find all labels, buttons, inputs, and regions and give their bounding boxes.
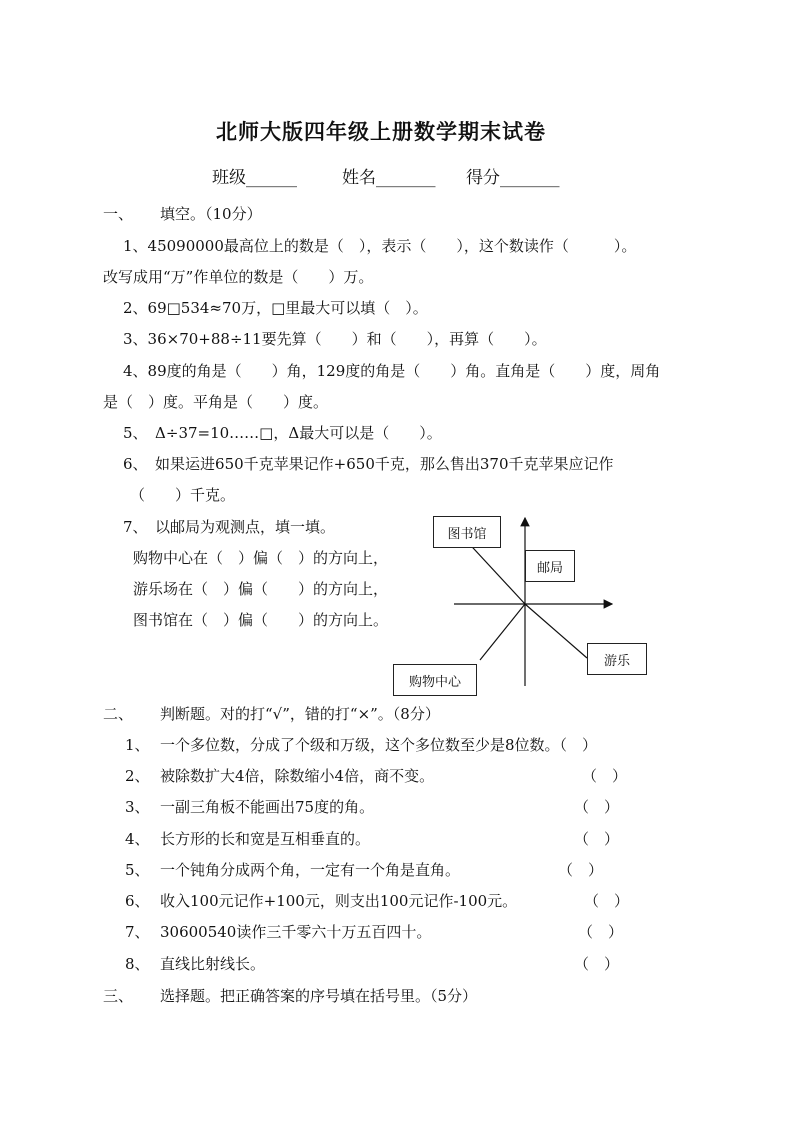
question-4-line2: 是（ ）度。平角是（ ）度。	[103, 393, 329, 411]
judge-item-6-answer[interactable]: （ ）	[584, 892, 630, 910]
judge-item-3-text: 一副三角板不能画出75度的角。	[160, 798, 375, 816]
judge-item-6-text: 收入100元记作+100元，则支出100元记作-100元。	[160, 892, 518, 910]
question-1-line2: 改写成用“万”作单位的数是（ ）万。	[103, 268, 374, 286]
question-3: 3、36×70+88÷11要先算（ ）和（ ），再算（ ）。	[123, 330, 547, 348]
section1-heading: 填空。（10分）	[160, 205, 262, 223]
question-6-line1: 6、 如果运进650千克苹果记作+650千克，那么售出370千克苹果应记作	[123, 455, 614, 473]
post-office-label: 邮局	[525, 550, 575, 582]
judge-item-7-number: 7、	[125, 923, 150, 941]
score-field: 得分_______	[466, 168, 560, 188]
question-7a: 购物中心在（ ）偏（ ）的方向上，	[133, 549, 389, 567]
class-field: 班级______	[212, 168, 297, 188]
question-7: 7、 以邮局为观测点，填一填。	[123, 518, 336, 536]
question-7b: 游乐场在（ ）偏（ ）的方向上，	[133, 580, 389, 598]
judge-item-4-number: 4、	[125, 830, 150, 848]
question-2: 2、69□534≈70万，□里最大可以填（ ）。	[123, 299, 428, 317]
question-5: 5、 Δ÷37=10……□，Δ最大可以是（ ）。	[123, 424, 442, 442]
judge-item-5-number: 5、	[125, 861, 150, 879]
amusement-label: 游乐	[587, 643, 647, 675]
section3-heading: 选择题。把正确答案的序号填在括号里。（5分）	[160, 987, 478, 1005]
name-field: 姓名_______	[342, 168, 436, 188]
judge-item-3-number: 3、	[125, 798, 150, 816]
shopping-ray	[480, 604, 525, 660]
judge-item-7-answer[interactable]: （ ）	[578, 923, 624, 941]
judge-item-7-text: 30600540读作三千零六十万五百四十。	[160, 923, 432, 941]
library-label: 图书馆	[433, 516, 501, 548]
judge-item-2-answer[interactable]: （ ）	[582, 767, 628, 785]
question-4-line1: 4、89度的角是（ ）角，129度的角是（ ）角。直角是（ ）度，周角	[123, 362, 661, 380]
section2-heading: 判断题。对的打“√”，错的打“×”。（8分）	[160, 705, 440, 723]
amusement-ray	[525, 604, 587, 658]
judge-item-2-number: 2、	[125, 767, 150, 785]
question-6-line2: （ ）千克。	[130, 486, 236, 504]
judge-item-3-answer[interactable]: （ ）	[574, 798, 620, 816]
judge-item-1-number: 1、	[125, 736, 150, 754]
judge-item-8-answer[interactable]: （ ）	[574, 955, 620, 973]
judge-item-8-text: 直线比射线长。	[160, 955, 266, 973]
section1-number: 一、	[103, 205, 134, 223]
section2-number: 二、	[103, 705, 134, 723]
question-1-line1: 1、45090000最高位上的数是（ ），表示（ ），这个数读作（ ）。	[123, 237, 637, 255]
judge-item-8-number: 8、	[125, 955, 150, 973]
judge-item-2-text: 被除数扩大4倍，除数缩小4倍，商不变。	[160, 767, 435, 785]
page-title: 北师大版四年级上册数学期末试卷	[216, 119, 546, 144]
question-7c: 图书馆在（ ）偏（ ）的方向上。	[133, 611, 389, 629]
judge-item-5-text: 一个钝角分成两个角，一定有一个角是直角。	[160, 861, 461, 879]
judge-item-4-text: 长方形的长和宽是互相垂直的。	[160, 830, 371, 848]
judge-item-1-text: 一个多位数，分成了个级和万级，这个多位数至少是8位数。（ ）	[160, 736, 598, 754]
section3-number: 三、	[103, 987, 134, 1005]
judge-item-6-number: 6、	[125, 892, 150, 910]
judge-item-5-answer[interactable]: （ ）	[558, 861, 604, 879]
shopping-center-label: 购物中心	[393, 664, 477, 696]
judge-item-4-answer[interactable]: （ ）	[574, 830, 620, 848]
